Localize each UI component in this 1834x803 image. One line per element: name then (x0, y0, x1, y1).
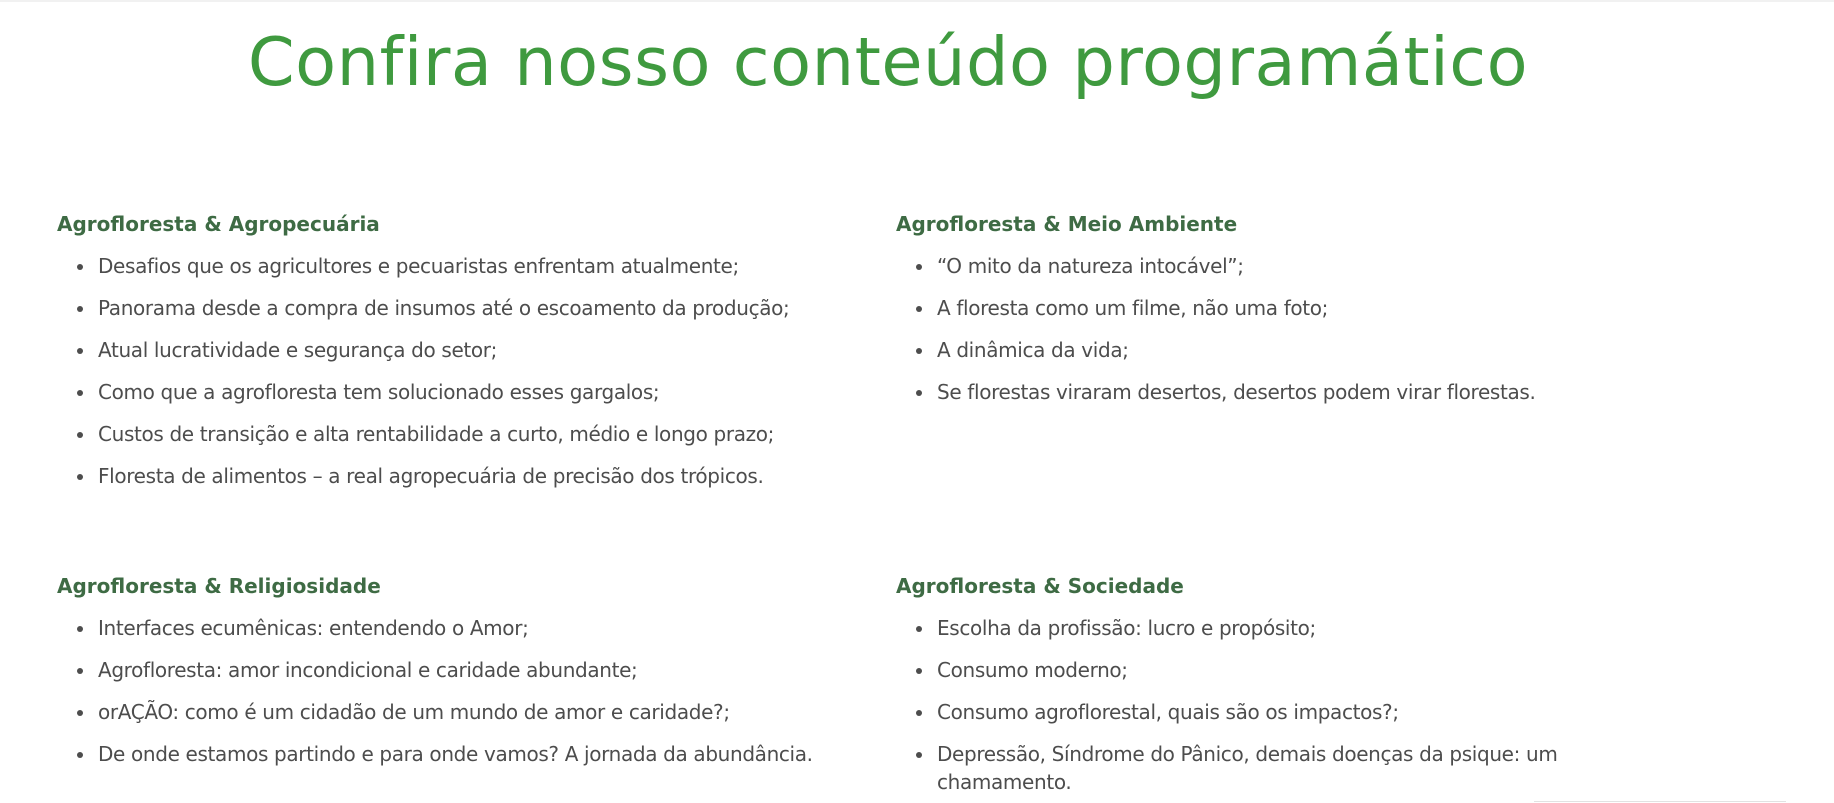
list-item: Escolha da profissão: lucro e propósito; (937, 614, 1656, 642)
top-edge-divider (0, 0, 1834, 2)
list-item: Floresta de alimentos – a real agropecuária de precisão dos trópicos. (98, 462, 887, 490)
list-item: Custos de transição e alta rentabilidade a curto, médio e longo prazo; (98, 420, 887, 448)
list-item: Agrofloresta: amor incondicional e caridade abundante; (98, 656, 887, 684)
list-item: Se florestas viraram desertos, desertos podem virar florestas. (937, 378, 1656, 406)
list-item: Como que a agrofloresta tem solucionado esses gargalos; (98, 378, 887, 406)
section-agropecuaria (57, 210, 887, 504)
section-religiosidade (57, 572, 887, 782)
list-item: A floresta como um filme, não uma foto; (937, 294, 1656, 322)
section-list (896, 252, 1656, 406)
list-item: orAÇÃO: como é um cidadão de um mundo de amor e caridade?; (98, 698, 887, 726)
list-item: Desafios que os agricultores e pecuaristas enfrentam atualmente; (98, 252, 887, 280)
section-heading: Agrofloresta & Religiosidade (57, 574, 381, 598)
list-item: Interfaces ecumênicas: entendendo o Amor; (98, 614, 887, 642)
section-heading: Agrofloresta & Sociedade (896, 574, 1184, 598)
section-sociedade (896, 572, 1656, 796)
list-item: Consumo moderno; (937, 656, 1656, 684)
section-list (57, 614, 887, 768)
section-list (896, 614, 1656, 796)
bottom-divider (1534, 801, 1786, 802)
section-meio-ambiente (896, 210, 1656, 420)
list-item: Consumo agroflorestal, quais são os impactos?; (937, 698, 1656, 726)
list-item: De onde estamos partindo e para onde vamos? A jornada da abundância. (98, 740, 887, 768)
list-item: Depressão, Síndrome do Pânico, demais doenças da psique: um chamamento. (937, 740, 1656, 796)
list-item: Panorama desde a compra de insumos até o escoamento da produção; (98, 294, 887, 322)
section-list (57, 252, 887, 490)
section-heading: Agrofloresta & Meio Ambiente (896, 212, 1238, 236)
list-item: A dinâmica da vida; (937, 336, 1656, 364)
list-item: “O mito da natureza intocável”; (937, 252, 1656, 280)
list-item: Atual lucratividade e segurança do setor; (98, 336, 887, 364)
page-title: Confira nosso conteúdo programático (247, 23, 1529, 101)
section-heading: Agrofloresta & Agropecuária (57, 212, 380, 236)
